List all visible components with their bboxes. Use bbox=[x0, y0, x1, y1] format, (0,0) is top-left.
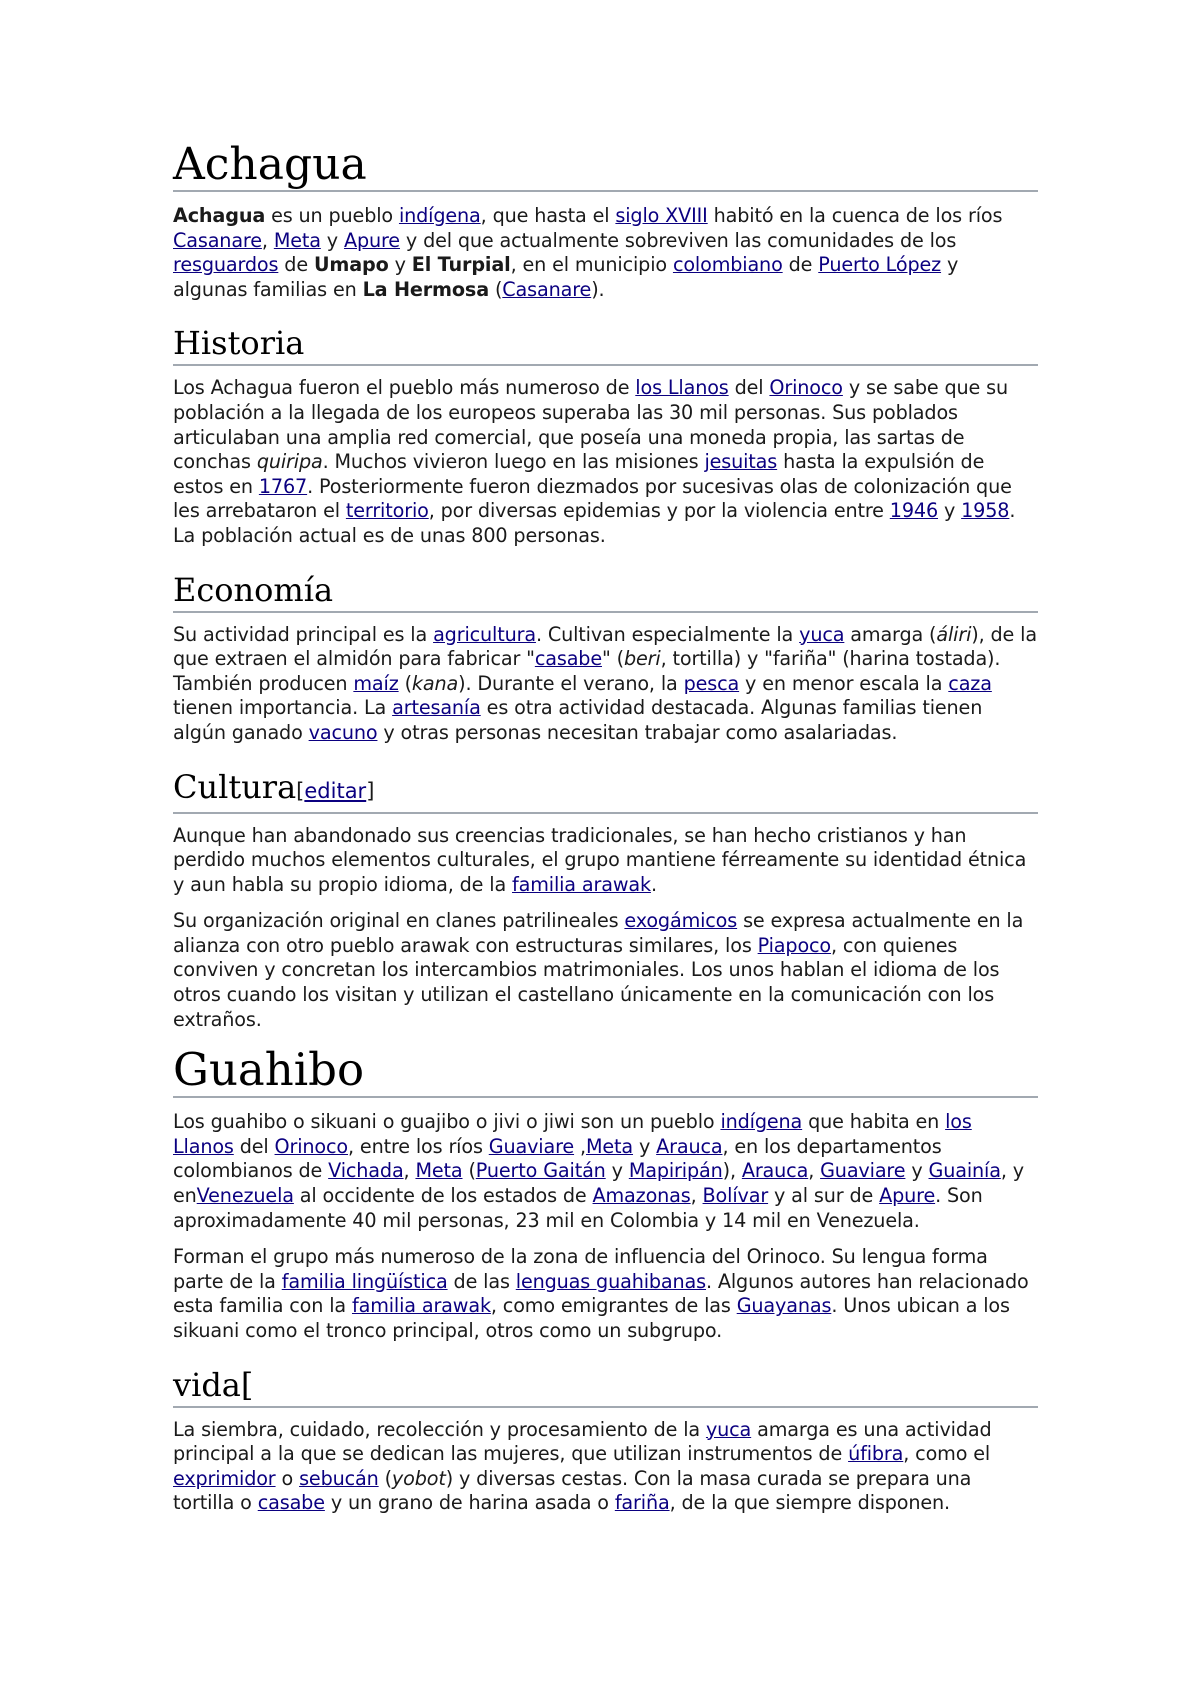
text: es otra actividad destacada. Algunas familias tienen algún ganado bbox=[173, 696, 983, 744]
link-los-llanos[interactable]: los Llanos bbox=[635, 376, 729, 400]
link-meta-3[interactable]: Meta bbox=[415, 1159, 463, 1183]
text: , como el bbox=[903, 1442, 991, 1466]
link-lenguas-guahibanas[interactable]: lenguas guahibanas bbox=[515, 1269, 706, 1293]
bracket: [ bbox=[296, 778, 305, 803]
section-heading-historia: Historia bbox=[173, 324, 1038, 366]
link-bolivar[interactable]: Bolívar bbox=[702, 1184, 769, 1208]
link-caza[interactable]: caza bbox=[948, 671, 992, 695]
link-meta-2[interactable]: Meta bbox=[585, 1134, 634, 1158]
text: ( bbox=[462, 1159, 476, 1183]
text: y se sabe que su población a la llegada de los europeos superaba las 30 mil personas. Sus poblados articulaban una amplia red comercial, que poseía una moneda propia, las sartas de conchas bbox=[173, 376, 1009, 474]
bold-el-turpial: El Turpial bbox=[411, 253, 511, 277]
text: . Son aproximadamente 40 mil personas, 23 mil en Colombia y 14 mil en Venezuela. bbox=[173, 1184, 983, 1232]
text: . Cultivan especialmente la bbox=[535, 622, 800, 646]
link-yuca[interactable]: yuca bbox=[799, 622, 845, 646]
paragraph-historia bbox=[173, 376, 1038, 548]
link-agricultura[interactable]: agricultura bbox=[433, 622, 536, 646]
text: o bbox=[275, 1466, 300, 1490]
paragraph-economia bbox=[173, 623, 1038, 746]
text: , bbox=[574, 1134, 586, 1158]
text: es un pueblo bbox=[265, 204, 399, 227]
link-1946[interactable]: 1946 bbox=[889, 499, 939, 523]
text: , entre los ríos bbox=[348, 1134, 489, 1158]
paragraph-cultura-1 bbox=[173, 824, 1038, 898]
text: , como emigrantes de las bbox=[490, 1294, 737, 1318]
link-orinoco[interactable]: Orinoco bbox=[769, 376, 843, 400]
text: y bbox=[388, 253, 412, 277]
text: que habita en bbox=[802, 1110, 946, 1134]
link-los-llanos-2[interactable]: los Llanos bbox=[173, 1110, 972, 1158]
link-1767[interactable]: 1767 bbox=[258, 474, 308, 498]
section-heading-cultura bbox=[173, 768, 1038, 814]
text: . Unos ubican a los sikuani como el tronco principal, otros como un subgrupo. bbox=[173, 1294, 1010, 1342]
paragraph-intro-achagua bbox=[173, 204, 1038, 302]
article bbox=[173, 140, 1038, 1528]
italic-yobot: yobot bbox=[391, 1466, 446, 1490]
edit-section bbox=[296, 779, 374, 803]
link-puerto-lopez[interactable]: Puerto López bbox=[818, 253, 942, 277]
text: . bbox=[650, 872, 657, 896]
link-puerto-gaitan[interactable]: Puerto Gaitán bbox=[475, 1159, 606, 1183]
italic-beri: beri bbox=[623, 647, 661, 671]
text: . Algunos autores han relacionado esta familia con la bbox=[173, 1269, 1029, 1318]
text: del bbox=[728, 376, 770, 400]
page-title-achagua: Achagua bbox=[173, 140, 1038, 192]
link-resguardos[interactable]: resguardos bbox=[173, 253, 279, 277]
paragraph-vida bbox=[173, 1418, 1038, 1516]
text: . La población actual es de unas 800 personas. bbox=[173, 499, 1016, 547]
text: , de la que siempre disponen. bbox=[669, 1491, 950, 1515]
text: . Muchos vivieron luego en las misiones bbox=[322, 450, 705, 474]
text: de bbox=[782, 253, 819, 277]
text: , bbox=[261, 228, 274, 252]
text: y bbox=[633, 1134, 657, 1158]
page-title-guahibo: Guahibo bbox=[173, 1044, 1038, 1098]
paragraph-intro-guahibo bbox=[173, 1110, 1038, 1233]
text: , y en bbox=[173, 1159, 1024, 1208]
link-casanare[interactable]: Casanare bbox=[173, 228, 262, 252]
link-pesca[interactable]: pesca bbox=[683, 671, 740, 695]
link-siglo-xviii[interactable]: siglo XVIII bbox=[615, 204, 708, 227]
text: , bbox=[403, 1159, 416, 1183]
link-guainia[interactable]: Guainía bbox=[928, 1159, 1001, 1183]
link-1958[interactable]: 1958 bbox=[961, 499, 1010, 523]
italic-kana: kana bbox=[411, 671, 459, 695]
link-artesania[interactable]: artesanía bbox=[392, 696, 481, 720]
text: , por diversas epidemias y por la violencia entre bbox=[428, 499, 890, 523]
text: ( bbox=[398, 671, 412, 695]
text: y bbox=[938, 499, 962, 523]
link-guaviare-2[interactable]: Guaviare bbox=[820, 1159, 906, 1183]
edit-link[interactable]: editar bbox=[304, 778, 367, 803]
text: , tortilla) y "fariña" (harina tostada). También producen bbox=[173, 647, 1001, 695]
text: de las bbox=[447, 1269, 516, 1293]
link-mapiripan[interactable]: Mapiripán bbox=[628, 1159, 723, 1183]
text: Los Achagua fueron el pueblo más numeroso de bbox=[173, 376, 636, 400]
link-meta[interactable]: Meta bbox=[273, 228, 321, 252]
link-familia-arawak[interactable]: familia arawak bbox=[512, 872, 651, 896]
text: y algunas familias en bbox=[173, 253, 959, 301]
text: , en el municipio bbox=[510, 253, 673, 277]
text: Los guahibo o sikuani o guajibo o jivi o jiwi son un pueblo bbox=[173, 1110, 721, 1134]
text: , bbox=[808, 1159, 821, 1183]
text: y bbox=[605, 1159, 629, 1183]
text: ), bbox=[722, 1159, 742, 1183]
text: y en menor escala la bbox=[739, 671, 949, 695]
paragraph-guahibo-lengua bbox=[173, 1245, 1038, 1343]
text: Forman el grupo más numeroso de la zona de influencia del Orinoco. Su lengua forma parte de la bbox=[173, 1245, 988, 1293]
italic-aliri: áliri bbox=[936, 622, 972, 646]
link-yuca-2[interactable]: yuca bbox=[705, 1417, 752, 1441]
text: se expresa actualmente en la alianza con otro pueblo arawak con estructuras similares, los bbox=[173, 909, 1024, 957]
link-casabe[interactable]: casabe bbox=[534, 647, 602, 671]
link-arauca[interactable]: Arauca bbox=[656, 1134, 723, 1158]
link-indigena-2[interactable]: indígena bbox=[720, 1110, 803, 1134]
text: y del que actualmente sobreviven las comunidades de los bbox=[399, 228, 957, 252]
link-familia-linguistica[interactable]: familia lingüística bbox=[281, 1269, 448, 1293]
link-orinoco-2[interactable]: Orinoco bbox=[274, 1134, 349, 1158]
text: amarga es una actividad principal a la que se dedican las mujeres, que utilizan instrumentos de bbox=[173, 1417, 992, 1466]
text: al occidente de los estados de bbox=[293, 1184, 593, 1208]
link-apure-2[interactable]: Apure bbox=[879, 1184, 936, 1208]
text: y bbox=[905, 1159, 929, 1183]
text: , que hasta el bbox=[480, 204, 616, 227]
text: amarga ( bbox=[844, 622, 937, 646]
text: " ( bbox=[602, 647, 624, 671]
text: ) y diversas cestas. Con la masa curada se prepara una tortilla o bbox=[173, 1466, 972, 1515]
text: , en los departamentos colombianos de bbox=[173, 1134, 942, 1183]
link-exprimidor[interactable]: exprimidor bbox=[173, 1466, 276, 1490]
heading-text: Cultura bbox=[173, 767, 297, 806]
text: Su organización original en clanes patrilineales bbox=[173, 909, 625, 933]
text: y al sur de bbox=[768, 1184, 880, 1208]
text: del bbox=[233, 1134, 275, 1158]
text: de bbox=[278, 253, 314, 277]
link-colombiano[interactable]: colombiano bbox=[672, 253, 783, 277]
link-piapoco[interactable]: Piapoco bbox=[757, 933, 832, 957]
text: tienen importancia. La bbox=[173, 696, 393, 720]
bracket: ] bbox=[366, 778, 375, 803]
link-guayanas[interactable]: Guayanas bbox=[736, 1294, 832, 1318]
text: ), de la que extraen el almidón para fabricar " bbox=[173, 622, 1037, 671]
link-familia-arawak-2[interactable]: familia arawak bbox=[351, 1294, 491, 1318]
link-ufibra[interactable]: úfibra bbox=[848, 1442, 904, 1466]
section-heading-economia: Economía bbox=[173, 571, 1038, 613]
text: . Posteriormente fueron diezmados por sucesivas olas de colonización que les arrebataron el bbox=[173, 474, 1012, 523]
link-casabe-2[interactable]: casabe bbox=[257, 1491, 325, 1515]
link-indigena[interactable]: indígena bbox=[398, 204, 481, 227]
link-jesuitas[interactable]: jesuitas bbox=[704, 450, 778, 474]
link-vacuno[interactable]: vacuno bbox=[308, 720, 378, 744]
link-farina[interactable]: fariña bbox=[614, 1491, 670, 1515]
link-territorio[interactable]: territorio bbox=[345, 499, 429, 523]
text: ( bbox=[378, 1466, 392, 1490]
bold-term: Achagua bbox=[173, 204, 266, 227]
text: ( bbox=[489, 277, 503, 301]
section-heading-vida: vida[ bbox=[173, 1366, 1038, 1408]
link-arauca-2[interactable]: Arauca bbox=[741, 1159, 809, 1183]
text: Su actividad principal es la bbox=[173, 622, 434, 646]
link-venezuela[interactable]: Venezuela bbox=[196, 1184, 294, 1208]
italic-quiripa: quiripa bbox=[256, 450, 323, 474]
link-apure[interactable]: Apure bbox=[343, 228, 400, 252]
link-amazonas[interactable]: Amazonas bbox=[592, 1184, 691, 1208]
text: Aunque han abandonado sus creencias tradicionales, se han hecho cristianos y han perdido muchos elementos culturales, el grupo mantiene férreamente su identidad étnica y aun habla su propio idioma, de la bbox=[173, 823, 1027, 896]
link-casanare-2[interactable]: Casanare bbox=[502, 277, 592, 301]
link-guaviare[interactable]: Guaviare bbox=[488, 1134, 575, 1158]
text: La siembra, cuidado, recolección y procesamiento de la bbox=[173, 1417, 706, 1441]
bold-umapo: Umapo bbox=[313, 253, 389, 277]
link-vichada[interactable]: Vichada bbox=[328, 1159, 404, 1183]
link-maiz[interactable]: maíz bbox=[353, 671, 399, 695]
text: ). bbox=[591, 277, 605, 301]
text: , con quienes conviven y concretan los intercambios matrimoniales. Los unos hablan el idioma de los otros cuando los visitan y utilizan el castellano únicamente en la comunicación con los extraños. bbox=[173, 933, 1000, 1031]
text: ). Durante el verano, la bbox=[458, 671, 684, 695]
paragraph-cultura-2 bbox=[173, 909, 1038, 1032]
bold-la-hermosa: La Hermosa bbox=[362, 277, 489, 301]
text: y un grano de harina asada o bbox=[324, 1491, 615, 1515]
link-exogamicos[interactable]: exogámicos bbox=[624, 909, 738, 933]
text: y bbox=[320, 228, 344, 252]
text: habitó en la cuenca de los ríos bbox=[707, 204, 1003, 227]
text: hasta la expulsión de estos en bbox=[173, 450, 985, 498]
text: y otras personas necesitan trabajar como asalariadas. bbox=[377, 720, 898, 744]
link-sebucan[interactable]: sebucán bbox=[299, 1466, 379, 1490]
text: , bbox=[690, 1184, 703, 1208]
